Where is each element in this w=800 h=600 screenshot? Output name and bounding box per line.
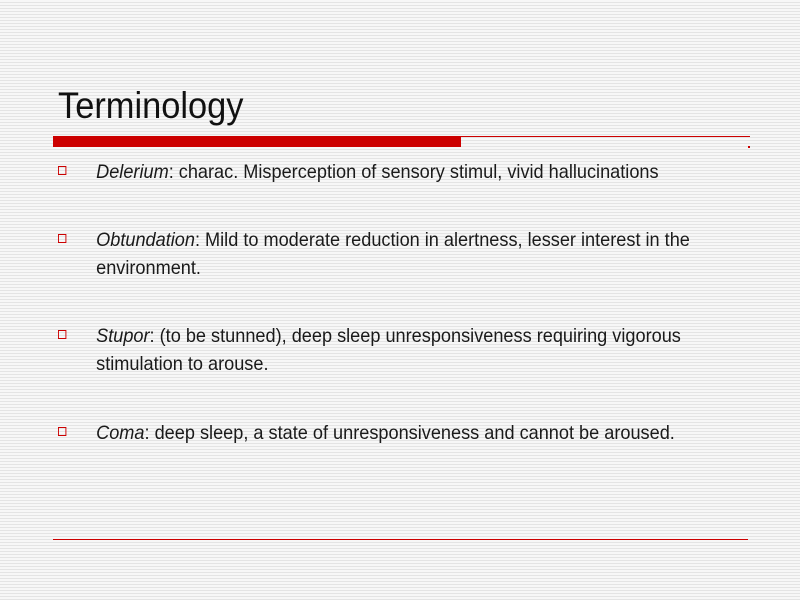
title-underline xyxy=(53,136,750,148)
square-bullet-icon xyxy=(58,234,66,243)
bullet-term: Coma xyxy=(96,422,145,444)
title-underline-dot xyxy=(748,146,750,148)
bullet-item-stupor xyxy=(58,322,747,378)
square-bullet-icon xyxy=(58,330,66,339)
bullet-item-delerium xyxy=(58,158,747,186)
square-bullet-icon xyxy=(58,166,66,175)
bullet-text: : deep sleep, a state of unresponsiveness and cannot be aroused. xyxy=(144,422,675,444)
footer-divider xyxy=(53,539,748,540)
bullet-item-coma xyxy=(58,419,747,447)
bullet-text: : charac. Misperception of sensory stimul, vivid hallucinations xyxy=(168,161,659,183)
bullet-term: Stupor xyxy=(96,325,150,347)
bullet-text: : (to be stunned), deep sleep unresponsiveness requiring vigorous stimulation to arouse. xyxy=(96,325,681,375)
bullet-item-obtundation xyxy=(58,226,747,282)
bullet-text: : Mild to moderate reduction in alertness, lesser interest in the environment. xyxy=(96,229,690,279)
square-bullet-icon xyxy=(58,427,66,436)
bullet-term: Delerium xyxy=(96,161,169,183)
title-underline-thick xyxy=(53,137,461,147)
bullet-term: Obtundation xyxy=(96,229,195,251)
slide-title: Terminology xyxy=(58,85,244,126)
